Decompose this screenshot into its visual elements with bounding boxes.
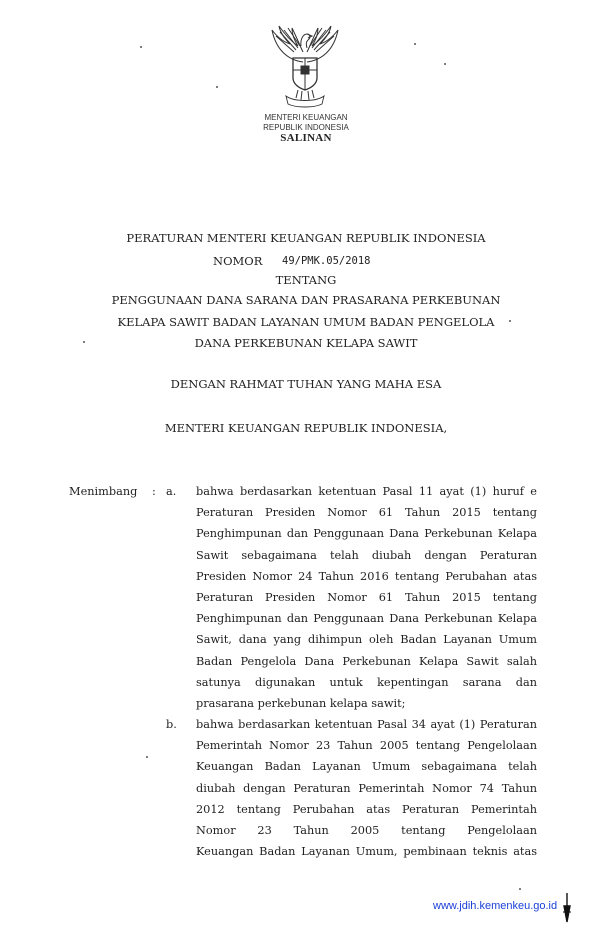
- scan-speck: [444, 63, 446, 65]
- issuer-line: MENTERI KEUANGAN REPUBLIK INDONESIA,: [164, 421, 448, 435]
- consideration-b-line: bahwa berdasarkan ketentuan Pasal 34 ayat (1) Peraturan: [196, 718, 537, 731]
- scan-speck: [519, 888, 521, 890]
- consideration-a-line: Sawit sebagaimana telah diubah dengan Peraturan: [196, 548, 537, 562]
- consideration-b-line: Nomor 23 Tahun 2005 tentang Pengelolaan: [196, 823, 537, 837]
- pen-nib-icon: [561, 892, 573, 924]
- subject-line-1: PENGGUNAAN DANA SARANA DAN PRASARANA PERKEBUNAN: [111, 293, 501, 307]
- scan-speck: [216, 86, 218, 88]
- blessing-line: DENGAN RAHMAT TUHAN YANG MAHA ESA: [170, 377, 442, 391]
- subject-line-2: KELAPA SAWIT BADAN LAYANAN UMUM BADAN PENGELOLA: [117, 315, 495, 329]
- consideration-a: [196, 481, 537, 714]
- scan-speck: [414, 43, 416, 45]
- ministry-name-line2: REPUBLIK INDONESIA: [263, 123, 349, 132]
- salinan-stamp: SALINAN: [280, 132, 332, 144]
- nomor-label: NOMOR: [213, 254, 263, 268]
- consideration-a-line: Sawit, dana yang dihimpun oleh Badan Layanan Umum: [196, 633, 537, 647]
- scan-speck: [140, 46, 142, 48]
- scan-speck: [83, 341, 85, 343]
- consideration-b-line: Pemerintah Nomor 23 Tahun 2005 tentang Pengelolaan: [196, 739, 537, 753]
- consideration-a-line: Penghimpunan dan Penggunaan Dana Perkebunan Kelapa: [196, 612, 537, 626]
- jdih-website-link[interactable]: www.jdih.kemenkeu.go.id: [433, 900, 558, 912]
- consideration-a-line: Badan Pengelola Dana Perkebunan Kelapa Sawit salah: [196, 654, 537, 668]
- item-marker-b: b.: [166, 718, 177, 731]
- section-label-menimbang: Menimbang: [69, 485, 138, 498]
- consideration-a-line: satunya digunakan untuk kepentingan sarana dan: [196, 675, 537, 689]
- consideration-a-line: prasarana perkebunan kelapa sawit;: [196, 696, 406, 710]
- section-colon: :: [152, 485, 156, 498]
- consideration-b-line: Keuangan Badan Layanan Umum sebagaimana telah: [196, 760, 537, 774]
- consideration-a-line: bahwa berdasarkan ketentuan Pasal 11 ayat (1) huruf e: [196, 485, 537, 498]
- consideration-a-line: Peraturan Presiden Nomor 61 Tahun 2015 tentang: [196, 590, 537, 604]
- consideration-b-line: diubah dengan Peraturan Pemerintah Nomor 74 Tahun: [196, 781, 537, 795]
- scan-speck: [146, 756, 148, 758]
- ministry-name-line1: MENTERI KEUANGAN: [264, 113, 348, 122]
- regulation-title: PERATURAN MENTERI KEUANGAN REPUBLIK INDONESIA: [126, 231, 486, 245]
- subject-line-3: DANA PERKEBUNAN KELAPA SAWIT: [194, 336, 418, 350]
- consideration-b-line: 2012 tentang Perubahan atas Peraturan Pemerintah: [196, 802, 537, 816]
- tentang-heading: TENTANG: [275, 273, 337, 287]
- item-marker-a: a.: [166, 485, 177, 498]
- nomor-value: 49/PMK.05/2018: [282, 255, 371, 267]
- consideration-b: [196, 714, 537, 862]
- garuda-emblem-icon: [266, 22, 344, 108]
- consideration-b-line: Keuangan Badan Layanan Umum, pembinaan teknis atas: [196, 845, 537, 859]
- scan-speck: [509, 320, 511, 322]
- consideration-a-line: Penghimpunan dan Penggunaan Dana Perkebunan Kelapa: [196, 527, 537, 541]
- consideration-a-line: Presiden Nomor 24 Tahun 2016 tentang Perubahan atas: [196, 569, 537, 583]
- consideration-a-line: Peraturan Presiden Nomor 61 Tahun 2015 tentang: [196, 506, 537, 520]
